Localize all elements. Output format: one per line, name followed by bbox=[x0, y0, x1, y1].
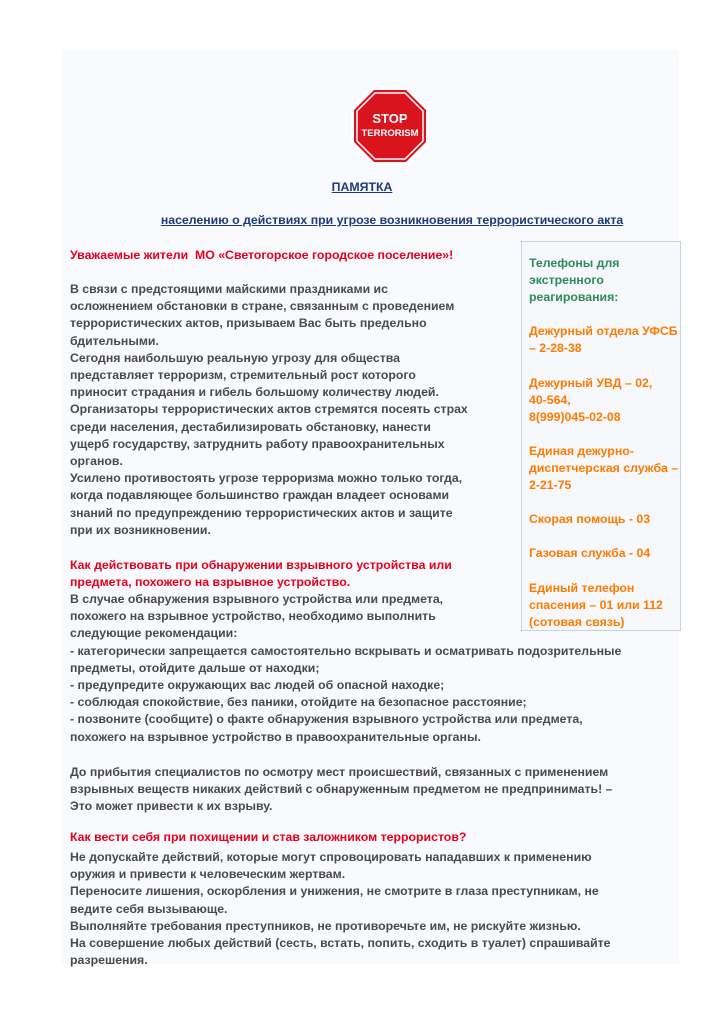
section1-title-line: предмета, похожего на взрывное устройство. bbox=[70, 575, 351, 590]
emergency-phone-line: Единый телефон bbox=[529, 581, 635, 595]
emergency-phone-line: – 2-28-38 bbox=[529, 341, 582, 356]
page-subtitle: населению о действиях при угрозе возникновения террористического акта bbox=[160, 213, 624, 227]
logo-line-terrorism: TERRORISM bbox=[361, 128, 419, 139]
warning-line: взрывных веществ никаких действий с обнаруженным предметом не предпринимать! – bbox=[70, 782, 613, 797]
section2-line: На совершение любых действий (сесть, встать, попить, сходить в туалет) спрашивайте bbox=[70, 936, 611, 950]
section2-line: Переносите лишения, оскорбления и унижения, не смотрите в глаза преступникам, не bbox=[70, 884, 599, 899]
emergency-phone-line: Единая дежурно- bbox=[529, 444, 634, 458]
section1-line: похожего на взрывное устройство в правоохранительные органы. bbox=[70, 729, 481, 744]
intro-line: когда подавляющее большинство граждан владеет основами bbox=[70, 488, 450, 503]
section1-line: - позвоните (сообщите) о факте обнаружения взрывного устройства или предмета, bbox=[70, 712, 583, 727]
emergency-phone-line: Скорая помощь - 03 bbox=[529, 512, 651, 526]
section1-line: похожего на взрывное устройство, необходимо выполнить bbox=[70, 609, 436, 624]
emergency-phone-line: Дежурный УВД – 02, bbox=[529, 376, 653, 390]
page-title: ПАМЯТКА bbox=[331, 180, 393, 194]
stop-terrorism-logo bbox=[350, 86, 430, 166]
emergency-phone-line: 8(999)045-02-08 bbox=[529, 410, 621, 425]
intro-line: В связи с предстоящими майскими праздниками ис bbox=[70, 282, 388, 296]
section1-line: следующие рекомендации: bbox=[70, 626, 238, 641]
emergency-phones-title-line: реагирования: bbox=[529, 290, 619, 305]
section2-line: оружия и привести к человеческим жертвам. bbox=[70, 867, 346, 882]
intro-line: осложнением обстановки в стране, связанным с проведением bbox=[70, 299, 455, 314]
section1-line: - предупредите окружающих вас людей об опасной находке; bbox=[70, 678, 445, 692]
section2-line: разрешения. bbox=[70, 953, 148, 968]
section1-line: предметы, отойдите дальше от находки; bbox=[70, 660, 320, 675]
intro-line: приносит страдания и гибель большому количеству людей. bbox=[70, 385, 439, 400]
intro-line: Усилено противостоять угрозе терроризма можно только тогда, bbox=[70, 471, 463, 486]
intro-line: представляет терроризм, стремительный рост которого bbox=[70, 368, 416, 382]
intro-line: органов. bbox=[70, 454, 123, 468]
emergency-phone-line: диспетчерская служба – bbox=[529, 461, 679, 476]
section2-line: Не допускайте действий, которые могут спровоцировать нападавших к применению bbox=[70, 850, 592, 864]
intro-line: Организаторы террористических актов стремятся посеять страх bbox=[70, 402, 468, 417]
greeting: Уважаемые жители МО «Светогорское городское поселение»! bbox=[70, 248, 454, 262]
intro-line: террористических актов, призываем Вас быть предельно bbox=[70, 316, 427, 331]
section1-line: - категорически запрещается самостоятельно вскрывать и осматривать подозрительные bbox=[70, 643, 622, 658]
emergency-phone-line: 2-21-75 bbox=[529, 478, 572, 493]
emergency-phones-title-line: Телефоны для bbox=[529, 256, 620, 270]
emergency-phones-title-line: экстренного bbox=[529, 273, 604, 288]
warning-line: До прибытия специалистов по осмотру мест происшествий, связанных с применением bbox=[70, 765, 609, 779]
section2-line: Выполняйте требования преступников, не противоречьте им, не рискуйте жизнью. bbox=[70, 918, 581, 933]
intro-line: ущерб государству, затруднить работу правоохранительных bbox=[70, 436, 445, 451]
emergency-phone-line: Дежурный отдела УФСБ bbox=[529, 324, 678, 338]
logo-line-stop: STOP bbox=[372, 111, 408, 126]
intro-line: Сегодня наибольшую реальную угрозу для общества bbox=[70, 350, 400, 365]
intro-line: среди населения, дестабилизировать обстановку, нанести bbox=[70, 419, 431, 434]
intro-line: бдительными. bbox=[70, 333, 159, 348]
emergency-phone-line: 40-564, bbox=[529, 393, 571, 408]
emergency-phone-line: спасения – 01 или 112 bbox=[529, 598, 663, 613]
section1-title-line: Как действовать при обнаружении взрывного устройства или bbox=[70, 558, 452, 572]
emergency-phone-line: Газовая служба - 04 bbox=[529, 546, 651, 560]
section2-title: Как вести себя при похищении и став заложником террористов? bbox=[70, 830, 467, 844]
warning-line: Это может привести к их взрыву. bbox=[70, 799, 273, 814]
section1-line: В случае обнаружения взрывного устройства или предмета, bbox=[70, 592, 444, 606]
section1-line: - соблюдая спокойствие, без паники, отойдите на безопасное расстояние; bbox=[70, 695, 527, 710]
intro-line: при их возникновении. bbox=[70, 522, 211, 537]
emergency-phone-line: (сотовая связь) bbox=[529, 615, 625, 630]
section2-line: ведите себя вызывающе. bbox=[70, 901, 228, 916]
intro-line: знаний по предупреждению террористических актов и защите bbox=[70, 505, 453, 520]
